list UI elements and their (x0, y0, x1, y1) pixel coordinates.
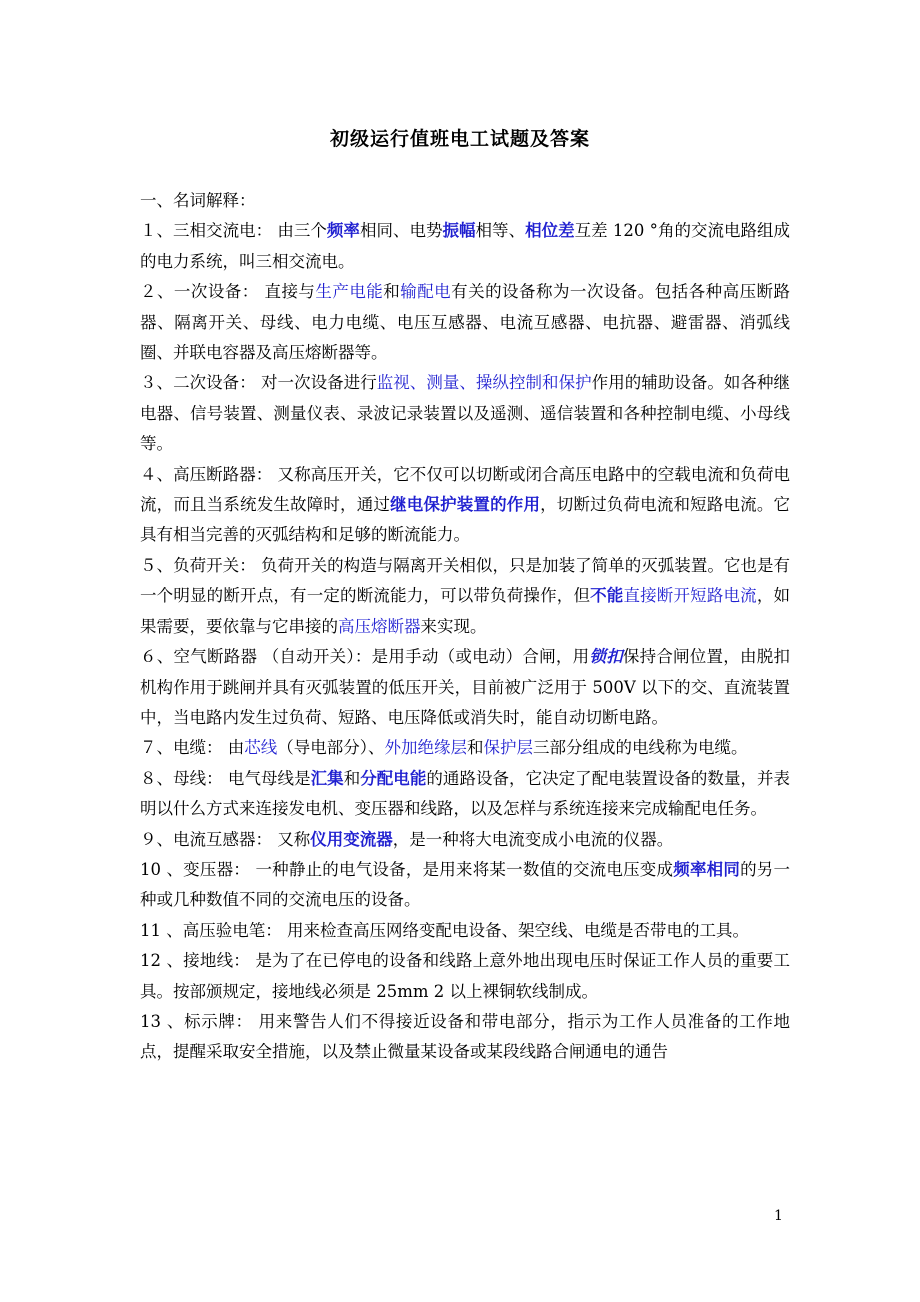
highlighted-term: 外加绝缘层 (384, 738, 467, 758)
paragraph-text: ，切断过负荷电流和短路电流。它具有相当完善的灭弧结构和足够的断流能力。 (140, 495, 791, 545)
paragraph-text: ９、电流互感器： 又称 (140, 829, 311, 849)
highlighted-term: 监视、测量、操纵控制和保护 (376, 373, 592, 393)
highlighted-term: 振幅 (442, 221, 476, 241)
highlighted-term: 锁扣 (589, 647, 623, 667)
highlighted-term: 频率 (326, 221, 360, 241)
paragraph-text: 的另一种或几种数值不同的交流电压的设备。 (140, 859, 790, 910)
paragraph-text: 和 (383, 282, 401, 302)
paragraph-text: 作用的辅助设备。如各种继电器、信号装置、测量仪表、录波记录装置以及遥测、遥信装置和各种控制电缆、小母线等。 (140, 373, 791, 454)
highlighted-term: 继电保护装置的作用 (390, 495, 541, 515)
page-title: 初级运行值班电工试题及答案 (329, 128, 590, 150)
paragraph-text: 来实现。 (420, 616, 487, 636)
term-paragraph (140, 216, 790, 277)
term-paragraph (140, 551, 790, 642)
paragraph-text: （导电部分）、 (277, 738, 385, 758)
paragraph-text: ，如果需要，要依靠与它串接的 (140, 586, 791, 636)
paragraph-text: ８、母线： 电气母线是 (140, 768, 311, 788)
paragraph-text: 13 、标示牌： 用来警告人们不得接近设备和带电部分，指示为工作人员准备的工作地点，提醒采取安全措施，以及禁止微量某设备或某段线路合闸通电的通告 (140, 1011, 790, 1062)
term-paragraph (140, 916, 790, 946)
term-paragraph (140, 855, 790, 916)
paragraph-text: 的通路设备，它决定了配电装置设备的数量，并表明以什么方式来连接发电机、变压器和线路，以及怎样与系统连接来完成输配电任务。 (140, 768, 791, 819)
paragraph-text: ２、一次设备： 直接与 (140, 282, 316, 302)
highlighted-term: 生产电能 (315, 282, 384, 302)
paragraph-text: 保持合闸位置，由脱扣机构作用于跳闸并具有灭弧装置的低压开关，目前被广泛用于 500V 以下的交、直流装置中，当电路内发生过负荷、短路、电压降低或消失时，能自动切断电路。 (140, 647, 791, 727)
highlighted-term: 仪用变流器 (310, 829, 393, 849)
term-paragraph (140, 946, 790, 1007)
document-body (140, 186, 790, 1068)
paragraph-text: ６、空气断路器 （自动开关）：是用手动（或电动）合闸，用 (140, 647, 590, 667)
term-paragraph (140, 277, 790, 368)
highlighted-term: 频率相同 (673, 859, 741, 879)
highlighted-term: 不能 (590, 586, 624, 606)
term-paragraph (140, 733, 790, 763)
term-paragraph (140, 764, 790, 825)
paragraph-text: ，是一种将大电流变成小电流的仪器。 (392, 829, 674, 849)
paragraph-text: 和 (467, 738, 484, 758)
highlighted-term: 汇集 (310, 768, 344, 788)
highlighted-term: 输配电 (400, 282, 452, 302)
term-paragraph (140, 368, 790, 459)
page-number: 1 (774, 1208, 783, 1224)
highlighted-term: 高压熔断器 (338, 616, 421, 636)
term-paragraph (140, 1007, 790, 1068)
highlighted-term: 保护层 (483, 738, 533, 758)
paragraph-text: 互差 120 °角的交流电路组成的电力系统，叫三相交流电。 (140, 221, 791, 271)
paragraph-text: 10 、变压器： 一种静止的电气设备，是用来将某一数值的交流电压变成 (140, 859, 674, 879)
paragraph-text: 相同、电势 (359, 221, 443, 241)
paragraph-text: 11 、高压验电笔： 用来检查高压网络变配电设备、架空线、电缆是否带电的工具。 (140, 920, 749, 940)
highlighted-term: 分配电能 (360, 768, 427, 788)
paragraph-text: ４、高压断路器： 又称高压开关，它不仅可以切断或闭合高压电路中的空载电流和负荷电流，而且当系统发生故障时，通过 (140, 464, 790, 515)
paragraph-text: 和 (343, 768, 361, 788)
paragraph-text: 三部分组成的电线称为电缆。 (533, 738, 748, 758)
paragraph-text: 相等、 (475, 221, 526, 241)
paragraph-text: 有关的设备称为一次设备。包括各种高压断路器、隔离开关、母线、电力电缆、电压互感器、电流互感器、电抗器、避雷器、消弧线圈、并联电容器及高压熔断器等。 (140, 282, 791, 363)
highlighted-term: 直接断开短路电流 (623, 586, 757, 606)
paragraph-text: １、三相交流电： 由三个 (140, 221, 327, 241)
term-paragraph (140, 825, 790, 855)
paragraph-text: ５、负荷开关： 负荷开关的构造与隔离开关相似，只是加装了简单的灭弧装置。它也是有一个明显的断开点，有一定的断流能力，可以带负荷操作，但 (140, 555, 790, 606)
paragraph-text: 12 、接地线： 是为了在已停电的设备和线路上意外地出现电压时保证工作人员的重要工具。按部颁规定，接地线必须是 25mm 2 以上裸铜软线制成。 (140, 951, 790, 1001)
term-list (140, 216, 790, 1067)
paragraph-text: ７、电缆： 由 (140, 738, 245, 758)
term-paragraph (140, 460, 790, 551)
section-heading: 一、名词解释： (140, 191, 256, 210)
highlighted-term: 相位差 (525, 221, 575, 241)
paragraph-text: ３、二次设备： 对一次设备进行 (140, 373, 377, 393)
term-paragraph (140, 642, 790, 733)
highlighted-term: 芯线 (244, 738, 278, 758)
